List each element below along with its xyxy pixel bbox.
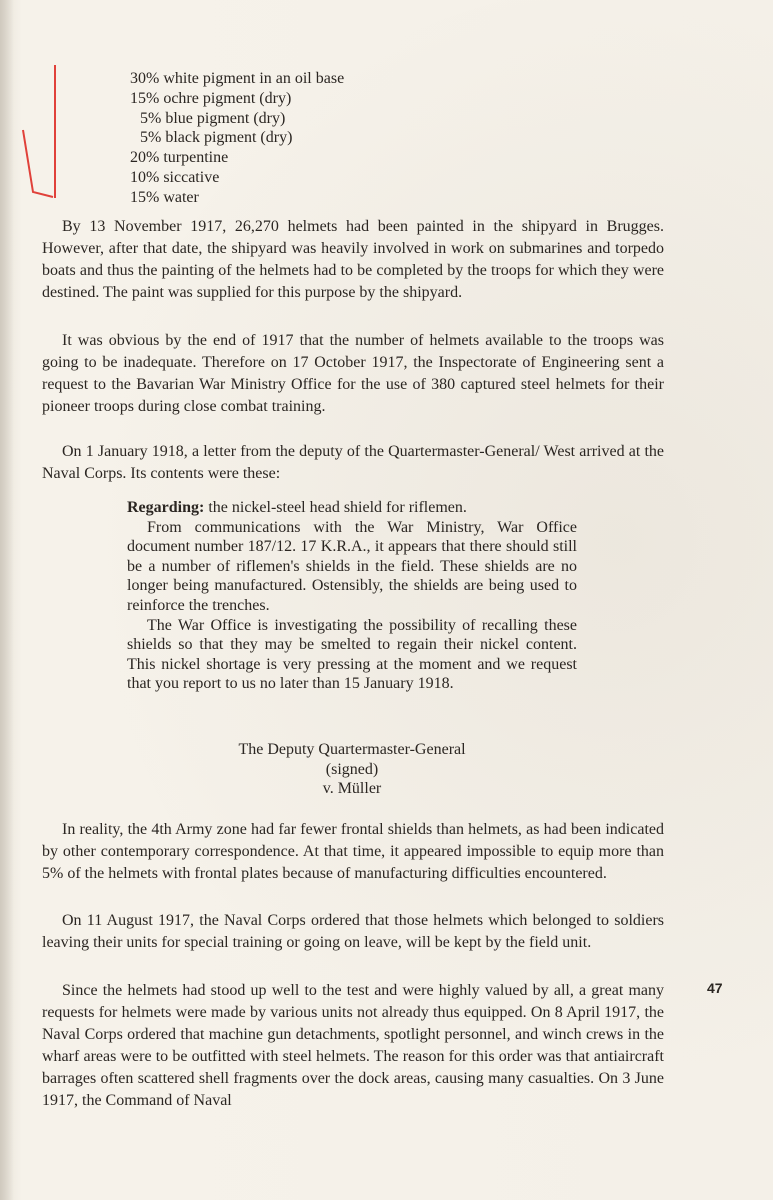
quoted-letter — [127, 498, 577, 694]
paragraph-helmets-painted: By 13 November 1917, 26,270 helmets had been painted in the shipyard in Brugges. However, after that date, the shipyard was heavily involved in work on submarines and torpedo boats and thus the painting of the helmets had to be completed by the troops for which they were destined. The paint was supplied for this purpose by the shipyard. — [42, 218, 664, 301]
binding-shadow — [0, 0, 14, 1200]
signature-name: v. Müller — [322, 780, 382, 797]
recipe-item: 5% blue pigment (dry) — [140, 109, 286, 127]
signature-title: The Deputy Quartermaster-General — [238, 741, 466, 758]
letter-paragraph: From communications with the War Ministry, War Office document number 187/12. 17 K.R.A., it appears that there should still be a number of riflemen's shields in the field. These shields are no longer being manufactured. Ostensibly, the shields are being used to reinforce the trenches. — [127, 518, 577, 614]
red-annotation-mark — [20, 60, 60, 210]
paragraph-helmet-requests: Since the helmets had stood up well to the test and were highly valued by all, a great many requests for helmets were made by various units not already thus equipped. On 8 April 1917, the Naval Corps ordered that machine gun detachments, spotlight personnel, and winch crews in the wharf areas were to be outfitted with steel helmets. The reason for this order was that antiaircraft barrages often scattered shell fragments over the dock areas, causing many casualties. On 3 June 1917, the Command of Naval — [42, 982, 664, 1109]
paint-recipe-list — [130, 69, 344, 208]
letter-paragraph: The War Office is investigating the possibility of recalling these shields so that they may be smelted to regain their nickel content. This nickel shortage is very pressing at the moment and we request that you report to us no later than 15 January 1918. — [127, 616, 577, 693]
signature-note: (signed) — [325, 761, 379, 778]
paragraph-naval-corps-order: On 11 August 1917, the Naval Corps ordered that those helmets which belonged to soldiers leaving their units for special training or going on leave, will be kept by the field unit. — [42, 912, 664, 951]
regarding-label: Regarding: — [127, 499, 205, 516]
recipe-item: 10% siccative — [130, 168, 220, 186]
recipe-item: 20% turpentine — [130, 149, 229, 167]
paragraph-letter-intro: On 1 January 1918, a letter from the deputy of the Quartermaster-General/ West arrived at the Naval Corps. Its contents were these: — [42, 443, 664, 482]
paragraph-frontal-shields: In reality, the 4th Army zone had far fewer frontal shields than helmets, as had been indicated by other contemporary correspondence. At that time, it appeared impossible to equip more than 5% of the helmets with frontal plates because of manufacturing difficulties encountered. — [42, 821, 664, 882]
recipe-item: 30% white pigment in an oil base — [130, 70, 345, 87]
recipe-item: 15% water — [130, 188, 199, 206]
letter-regarding — [127, 498, 577, 518]
paragraph-helmets-inadequate: It was obvious by the end of 1917 that the number of helmets available to the troops was going to be inadequate. Therefore on 17 October 1917, the Inspectorate of Engineering sent a request to the Bavarian War Ministry Office for the use of 380 captured steel helmets for their pioneer troops during close combat training. — [42, 332, 664, 415]
recipe-item: 5% black pigment (dry) — [140, 129, 293, 147]
recipe-item: 15% ochre pigment (dry) — [130, 89, 292, 107]
page-number: 47 — [707, 980, 723, 996]
regarding-text: the nickel-steel head shield for riflemen. — [204, 499, 467, 516]
